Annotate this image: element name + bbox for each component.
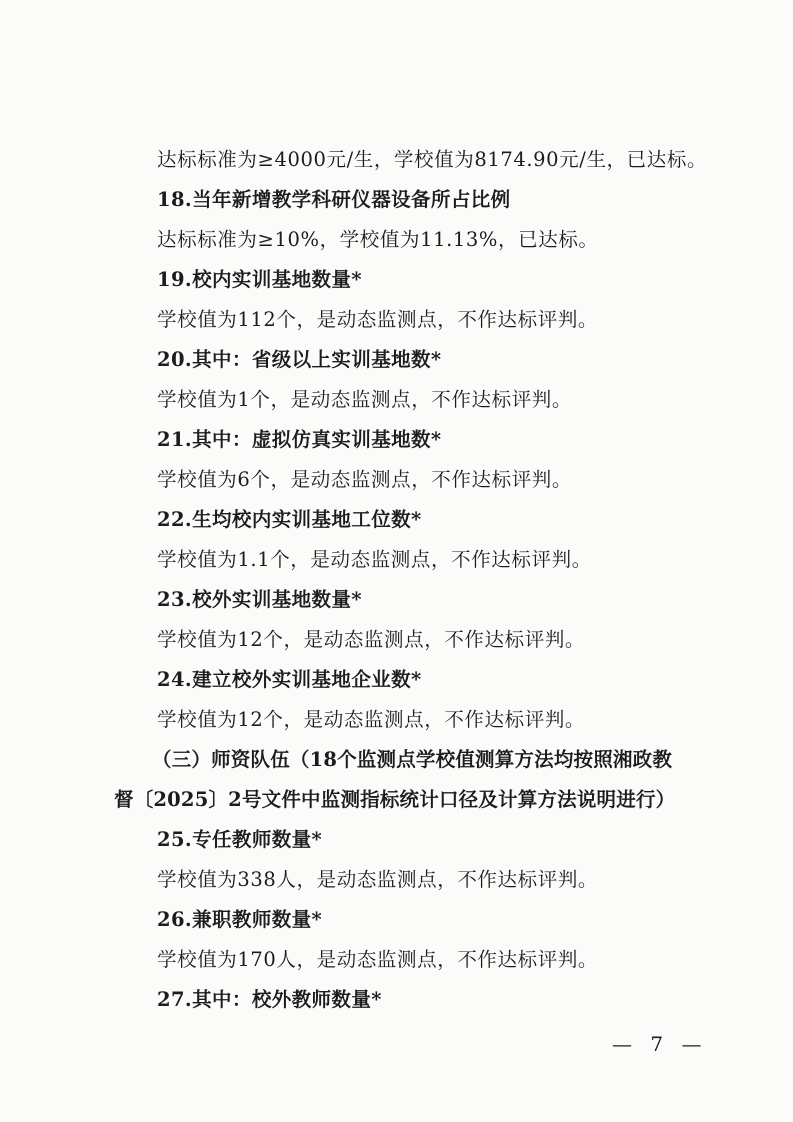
indicator-heading-22: 22.生均校内实训基地工位数*	[157, 508, 422, 531]
school-value-line: 学校值为170人，是动态监测点，不作达标评判。	[157, 948, 599, 971]
school-value-line: 学校值为338人，是动态监测点，不作达标评判。	[157, 868, 599, 891]
standard-text-line: 达标标准为≥4000元/生，学校值为8174.90元/生，已达标。	[157, 148, 708, 171]
indicator-heading-25: 25.专任教师数量*	[157, 828, 323, 851]
indicator-heading-24: 24.建立校外实训基地企业数*	[157, 668, 422, 691]
school-value-line: 学校值为112个，是动态监测点，不作达标评判。	[157, 308, 599, 331]
indicator-heading-18: 18.当年新增教学科研仪器设备所占比例	[157, 188, 511, 211]
standard-text-line: 达标标准为≥10%，学校值为11.13%，已达标。	[157, 228, 599, 251]
school-value-line: 学校值为12个，是动态监测点，不作达标评判。	[157, 628, 586, 651]
school-value-line: 学校值为1.1个，是动态监测点，不作达标评判。	[157, 548, 592, 571]
school-value-line: 学校值为12个，是动态监测点，不作达标评判。	[157, 708, 586, 731]
indicator-heading-20: 20.其中：省级以上实训基地数*	[157, 348, 442, 371]
indicator-heading-26: 26.兼职教师数量*	[157, 908, 323, 931]
section-heading-continued: 督〔2025〕2号文件中监测指标统计口径及计算方法说明进行）	[114, 788, 676, 811]
indicator-heading-21: 21.其中：虚拟仿真实训基地数*	[157, 428, 442, 451]
section-heading: （三）师资队伍（18个监测点学校值测算方法均按照湘政教	[152, 748, 673, 771]
school-value-line: 学校值为6个，是动态监测点，不作达标评判。	[157, 468, 573, 491]
indicator-heading-19: 19.校内实训基地数量*	[157, 268, 362, 291]
school-value-line: 学校值为1个，是动态监测点，不作达标评判。	[157, 388, 573, 411]
indicator-heading-23: 23.校外实训基地数量*	[157, 588, 362, 611]
page-number: — 7 —	[612, 1032, 708, 1056]
indicator-heading-27: 27.其中：校外教师数量*	[157, 988, 382, 1011]
